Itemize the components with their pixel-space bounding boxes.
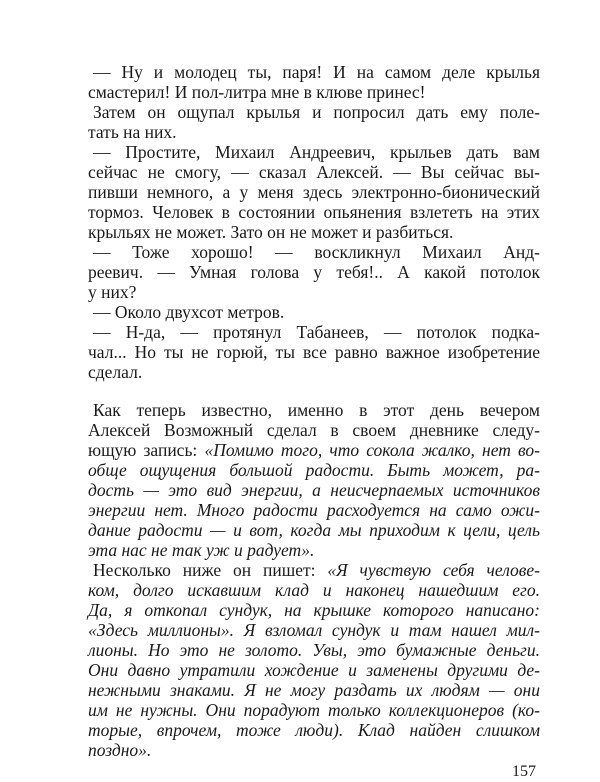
- diary-quote-line: обще ощущения большой радости. Быть может, ра-: [88, 460, 540, 480]
- diary-quote-line: Они давно утратили хождение и заменены другими де-: [88, 660, 540, 680]
- text-line: тать на них.: [88, 122, 177, 142]
- text-line: сделал.: [88, 362, 143, 382]
- diary-quote-line: эта нас не так уж и радует».: [88, 540, 315, 560]
- text-line: Как теперь известно, именно в этот день вечером: [93, 400, 540, 420]
- text-line: [88, 440, 540, 460]
- page-number: 157: [512, 763, 536, 780]
- diary-quote-line: поздно».: [88, 740, 152, 760]
- text-line: [93, 560, 540, 580]
- diary-quote-line: нежными знаками. Я не могу раздать их людям — они: [88, 680, 540, 700]
- diary-quote: «Помимо того, что сокола жалко, нет во-: [204, 440, 540, 460]
- diary-quote-line: дание радости — и вот, когда мы приходим к цели, цель: [88, 520, 540, 540]
- text-line: — Ну и молодец ты, паря! И на самом деле крылья: [93, 62, 540, 82]
- text-line: Затем он ощупал крылья и попросил дать ему поле-: [93, 102, 540, 122]
- text-line: реевич. — Умная голова у тебя!.. А какой потолок: [88, 262, 540, 282]
- text-line: тормоз. Человек в состоянии опьянения взлететь на этих: [88, 202, 540, 222]
- diary-quote-line: Да, я откопал сундук, на крышке которого написано:: [88, 600, 540, 620]
- text-span: ющую запись:: [88, 440, 198, 460]
- text-span: Несколько ниже он пишет:: [93, 560, 316, 580]
- text-line: — Тоже хорошо! — воскликнул Михаил Анд-: [93, 242, 540, 262]
- diary-quote-line: дость — это вид энергии, а неисчерпаемых источников: [88, 480, 540, 500]
- text-line: Алексей Возможный сделал в своем дневнике следу-: [88, 420, 540, 440]
- diary-quote-line: «Здесь миллионы». Я взломал сундук и там нашел мил-: [88, 620, 540, 640]
- text-line: крыльях не может. Зато он не может и разбиться.: [88, 222, 454, 242]
- text-line: смастерил! И пол-литра мне в клюве принес!: [88, 82, 426, 102]
- text-line: — Н-да, — протянул Табанеев, — потолок подка-: [93, 322, 540, 342]
- text-line: — Около двухсот метров.: [93, 302, 285, 322]
- diary-quote-line: торые, впрочем, тоже люди). Клад найден слишком: [88, 720, 540, 740]
- diary-quote-line: ком, долго искавшим клад и наконец нашедшим его.: [88, 580, 540, 600]
- text-line: пивши немного, а у меня здесь электронно-бионический: [88, 182, 540, 202]
- text-line: у них?: [88, 282, 137, 302]
- diary-quote: «Я чувствую себя челове-: [327, 560, 540, 580]
- diary-quote-line: лионы. Но это не золото. Увы, это бумажные деньги.: [88, 640, 540, 660]
- diary-quote-line: энергии нет. Много радости расходуется на само ожи-: [88, 500, 540, 520]
- text-line: — Простите, Михаил Андреевич, крыльев дать вам: [93, 142, 540, 162]
- diary-quote-line: им не нужны. Они порадуют только коллекционеров (ко-: [88, 700, 540, 720]
- text-line: чал... Но ты не горюй, ты все равно важное изобретение: [88, 342, 540, 362]
- text-line: сейчас не смогу, — сказал Алексей. — Вы сейчас вы-: [88, 162, 540, 182]
